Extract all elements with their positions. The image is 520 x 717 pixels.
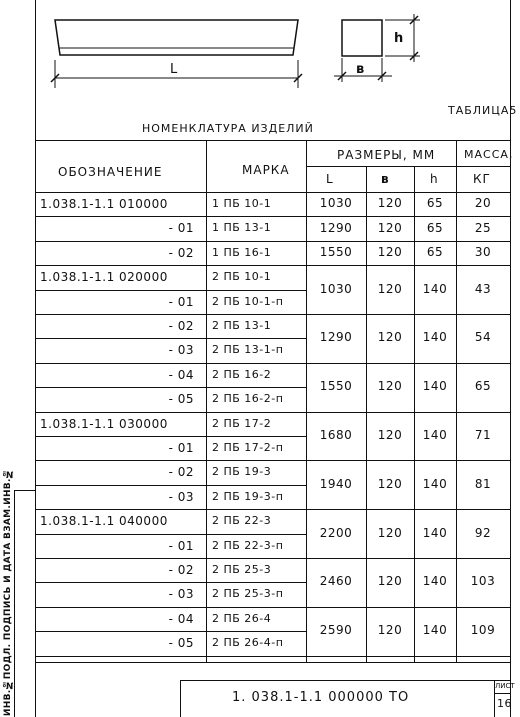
cell-h: 65: [426, 245, 444, 259]
row-divider: [36, 460, 306, 461]
cell-b: 120: [377, 245, 403, 259]
row-mark: 2 ПБ 26-4-п: [212, 636, 284, 650]
product-sketch: [36, 0, 510, 120]
header-dimensions: РАЗМЕРЫ, ММ: [337, 148, 436, 162]
row-mark: 1 ПБ 10-1: [212, 197, 272, 210]
row-mark: 2 ПБ 22-3: [212, 514, 272, 528]
cell-h: 140: [422, 476, 448, 491]
row-mark: 2 ПБ 16-2-п: [212, 392, 284, 406]
header-designation: ОБОЗНАЧЕНИЕ: [58, 165, 163, 179]
cell-mass: 20: [474, 196, 492, 211]
cell-L: 1680: [319, 428, 353, 442]
row-designation: - 02: [168, 319, 194, 333]
cell-h: 140: [422, 525, 448, 540]
row-divider: [36, 412, 306, 413]
row-divider: [36, 485, 306, 486]
row-designation: - 03: [168, 343, 194, 358]
cell-h: 140: [422, 428, 448, 442]
row-designation: - 01: [168, 294, 194, 309]
row-designation: - 04: [168, 611, 194, 626]
row-divider: [36, 216, 306, 217]
dims-row-divider: [306, 656, 510, 657]
header-mass: МАССА,: [464, 148, 514, 161]
cell-L: 1550: [319, 379, 353, 394]
cell-mass: 65: [474, 379, 492, 394]
cell-h: 65: [426, 196, 444, 211]
cell-L: 1290: [319, 330, 353, 345]
row-mark: 2 ПБ 16-2: [212, 367, 272, 381]
row-divider: [36, 582, 306, 583]
row-divider: [36, 534, 306, 535]
row-divider: [36, 265, 306, 266]
row-mark: 2 ПБ 25-3-п: [212, 587, 284, 601]
title-block-top-full: [36, 662, 510, 663]
cell-b: 120: [377, 220, 403, 235]
cell-mass: 71: [474, 428, 492, 442]
header-mark: МАРКА: [242, 163, 290, 177]
row-mark: 1 ПБ 16-1: [212, 245, 272, 259]
cell-h: 140: [422, 281, 448, 296]
row-designation: - 03: [168, 587, 194, 602]
row-divider: [36, 607, 306, 608]
row-designation: - 01: [168, 221, 194, 236]
row-designation: - 01: [168, 441, 194, 455]
row-mark: 2 ПБ 10-1-п: [212, 294, 284, 308]
table-top-border: [36, 140, 510, 141]
cell-b: 120: [377, 330, 403, 345]
sheet-number: 16: [497, 697, 512, 710]
row-mark: 1 ПБ 13-1: [212, 221, 272, 235]
cell-mass: 25: [474, 220, 492, 235]
row-mark: 2 ПБ 17-2: [212, 416, 272, 430]
cell-L: 1550: [319, 245, 353, 259]
header-h: h: [430, 172, 439, 186]
row-mark: 2 ПБ 26-4: [212, 611, 272, 625]
cell-L: 2590: [319, 623, 353, 638]
cell-b: 120: [377, 574, 403, 589]
dims-row-divider: [306, 509, 510, 510]
row-divider: [36, 387, 306, 388]
dims-row-divider: [306, 265, 510, 266]
row-divider: [36, 509, 306, 510]
dims-row-divider: [306, 412, 510, 413]
row-designation: - 03: [168, 489, 194, 504]
row-designation: - 02: [168, 245, 194, 260]
cell-h: 140: [422, 623, 448, 638]
cell-h: 140: [422, 330, 448, 345]
table-caption: НОМЕНКЛАТУРА ИЗДЕЛИЙ: [142, 122, 314, 135]
dims-row-divider: [306, 363, 510, 364]
row-designation: - 05: [168, 636, 194, 651]
stamp-strip-left: [14, 490, 15, 717]
row-divider: [36, 656, 306, 657]
row-mark: 2 ПБ 13-1-п: [212, 343, 284, 357]
cell-L: 1030: [319, 196, 353, 211]
cell-mass: 81: [474, 476, 492, 491]
title-block-left: [180, 680, 181, 717]
cell-L: 2200: [319, 525, 353, 540]
cell-L: 1030: [319, 281, 353, 296]
cell-L: 1290: [319, 220, 353, 235]
cell-L: 2460: [319, 574, 353, 589]
stamp-strip-top: [14, 490, 35, 491]
row-divider: [36, 241, 306, 242]
cell-mass: 54: [474, 330, 492, 345]
cell-mass: 92: [474, 525, 492, 540]
row-mark: 2 ПБ 19-3-п: [212, 489, 284, 503]
nomenclature-table: [36, 140, 514, 662]
sheet-label: ЛИСТ: [495, 682, 515, 690]
row-mark: 2 ПБ 25-3: [212, 563, 272, 576]
cell-h: 140: [422, 379, 448, 394]
header-L: L: [326, 172, 334, 186]
row-designation: - 02: [168, 465, 194, 480]
dims-row-divider: [306, 460, 510, 461]
beam-outline: [55, 20, 298, 55]
cell-mass: 103: [470, 574, 496, 589]
row-designation: 1.038.1-1.1 030000: [40, 416, 168, 431]
cell-mass: 30: [474, 245, 492, 259]
row-divider: [36, 436, 306, 437]
row-mark: 2 ПБ 22-3-п: [212, 538, 284, 552]
row-mark: 2 ПБ 19-3: [212, 465, 272, 479]
title-block-top: [180, 680, 510, 681]
row-designation: 1.038.1-1.1 040000: [40, 514, 168, 529]
row-divider: [36, 290, 306, 291]
dims-row-divider: [306, 241, 510, 242]
row-designation: - 01: [168, 538, 194, 553]
sketch-label-b: в: [356, 62, 365, 77]
row-divider: [36, 631, 306, 632]
title-block-sheet-line: [494, 693, 510, 694]
cell-mass: 43: [474, 281, 492, 296]
cell-b: 120: [377, 281, 403, 296]
row-divider: [36, 338, 306, 339]
document-code: 1. 038.1-1.1 000000 ТО: [232, 690, 410, 705]
table-label: ТАБЛИЦА5: [448, 104, 518, 117]
row-designation: 1.038.1-1.1 010000: [40, 197, 168, 211]
row-divider: [36, 558, 306, 559]
row-mark: 2 ПБ 13-1: [212, 319, 272, 332]
stamp-strip: [2, 467, 14, 716]
row-divider: [36, 363, 306, 364]
header-b: в: [381, 172, 390, 186]
row-designation: - 04: [168, 367, 194, 382]
dims-row-divider: [306, 314, 510, 315]
header-subdivider: [306, 166, 510, 167]
row-designation: 1.038.1-1.1 020000: [40, 270, 168, 285]
column-divider: [206, 140, 207, 662]
cell-h: 65: [426, 220, 444, 235]
dims-row-divider: [306, 607, 510, 608]
row-designation: - 02: [168, 563, 194, 577]
row-designation: - 05: [168, 392, 194, 407]
cell-b: 120: [377, 428, 403, 442]
cell-mass: 109: [470, 623, 496, 638]
dims-row-divider: [306, 558, 510, 559]
row-divider: [36, 314, 306, 315]
cell-h: 140: [422, 574, 448, 589]
cell-b: 120: [377, 476, 403, 491]
cell-L: 1940: [319, 476, 353, 491]
header-mass-unit: КГ: [473, 172, 491, 186]
cell-b: 120: [377, 623, 403, 638]
dims-row-divider: [306, 192, 510, 193]
row-mark: 2 ПБ 10-1: [212, 270, 272, 284]
sketch-label-L: L: [170, 62, 178, 77]
row-mark: 2 ПБ 17-2-п: [212, 441, 284, 454]
row-divider: [36, 192, 306, 193]
cell-b: 120: [377, 525, 403, 540]
stamp-strip-text: ИНВ.№ПОДЛ. ПОДПИСЬ И ДАТА ВЗАМ.ИНВ.№: [3, 467, 13, 716]
cell-b: 120: [377, 196, 403, 211]
sketch-label-h: h: [394, 31, 404, 46]
cross-section: [342, 20, 382, 56]
cell-b: 120: [377, 379, 403, 394]
dims-row-divider: [306, 216, 510, 217]
